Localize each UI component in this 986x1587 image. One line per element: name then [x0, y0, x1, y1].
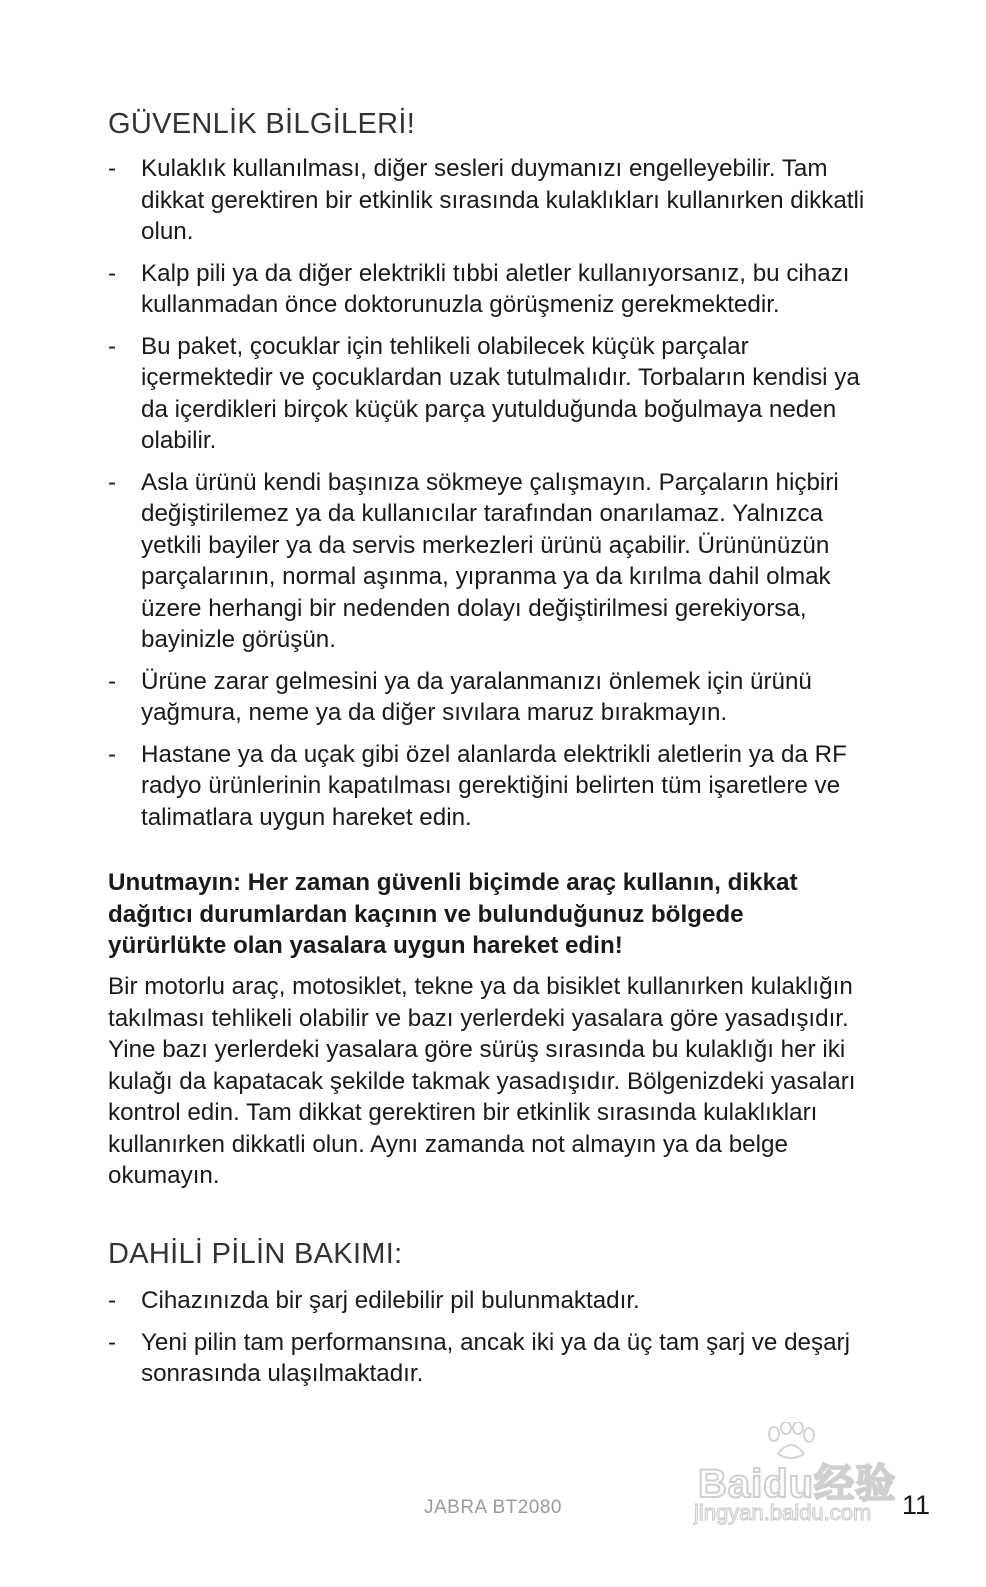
list-item [108, 739, 868, 834]
battery-list [108, 1285, 868, 1400]
page-number: 11 [901, 1490, 930, 1520]
safety-heading: GÜVENLİK BİLGİLERİ! [108, 108, 416, 140]
list-item [108, 467, 868, 656]
battery-heading: DAHİLİ PİLİN BAKIMI: [108, 1238, 403, 1270]
watermark-url: jingyan.baidu.com [694, 1500, 872, 1525]
list-dash: - [108, 259, 117, 287]
driving-warning: Unutmayın: Her zaman güvenli biçimde araç kullanın, dikkat dağıtıcı durumlardan kaçının ve bulunduğunuz bölgede yürürlükte olan yasalara uygun hareket edin! [108, 869, 798, 959]
list-dash: - [108, 332, 117, 360]
list-item-text: Cihazınızda bir şarj edilebilir pil bulunmaktadır. [141, 1287, 640, 1314]
list-item [108, 1327, 868, 1390]
list-dash: - [108, 740, 117, 768]
list-item-text: Asla ürünü kendi başınıza sökmeye çalışmayın. Parçaların hiçbiri değiştirilemez ya da kullanıcılar tarafından onarılamaz. Yalnızca yetkili bayiler ya da servis merkezleri ürünü açabilir. Ürününüzün parçalarının, normal aşınma, yıpranma ya da kırılma dahil olmak üzere herhangi bir nedenden dolayı değiştirilmesi gerekiyorsa, bayinizle görüşün. [141, 468, 839, 653]
list-item [108, 1285, 868, 1317]
list-item-text: Kulaklık kullanılması, diğer sesleri duymanızı engelleyebilir. Tam dikkat gerektiren bir etkinlik sırasında kulaklıkları kullanırken dikkatli olun. [141, 155, 865, 245]
driving-paragraph: Bir motorlu araç, motosiklet, tekne ya da bisiklet kullanırken kulaklığın takılması tehlikeli olabilir ve bazı yerlerdeki yasalara göre yasadışıdır. Yine bazı yerlerdeki yasalara göre sürüş sırasında bu kulaklığı her iki kulağı da kapatacak şekilde takmak yasadışıdır. Bölgenizdeki yasaları kontrol edin. Tam dikkat gerektiren bir etkinlik sırasında kulaklıkları kullanırken dikkatli olun. Aynı zamanda not almayın ya da belge okumayın. [108, 973, 856, 1189]
list-item-text: Hastane ya da uçak gibi özel alanlarda elektrikli aletlerin ya da RF radyo ürünlerinin kapatılması gerektiğini belirten tüm işaretlere ve talimatlara uygun hareket edin. [141, 740, 847, 831]
footer-product-name: JABRA BT2080 [423, 1497, 563, 1518]
list-item-text: Ürüne zarar gelmesini ya da yaralanmanızı önlemek için ürünü yağmura, neme ya da diğer sıvılara maruz bırakmayın. [141, 667, 812, 726]
list-item [108, 331, 868, 457]
list-item-text: Bu paket, çocuklar için tehlikeli olabilecek küçük parçalar içermektedir ve çocuklardan uzak tutulmalıdır. Torbaların kendisi ya da içerdikleri birçok küçük parça yutulduğunda boğulmaya neden olabilir. [141, 332, 860, 454]
list-dash: - [108, 1287, 117, 1314]
list-item-text: Yeni pilin tam performansına, ancak iki ya da üç tam şarj ve deşarj sonrasında ulaşılmaktadır. [141, 1328, 850, 1387]
list-dash: - [108, 468, 117, 496]
list-dash: - [108, 1328, 117, 1356]
list-item [108, 666, 868, 729]
list-item-text: Kalp pili ya da diğer elektrikli tıbbi aletler kullanıyorsanız, bu cihazı kullanmadan önce doktorunuzla görüşmeniz gerekmektedir. [141, 259, 850, 318]
list-item [108, 153, 868, 248]
list-dash: - [108, 155, 117, 182]
list-dash: - [108, 667, 117, 695]
list-item [108, 258, 868, 321]
safety-list [108, 153, 868, 843]
watermark-logo: Baidu经验 [698, 1462, 897, 1506]
